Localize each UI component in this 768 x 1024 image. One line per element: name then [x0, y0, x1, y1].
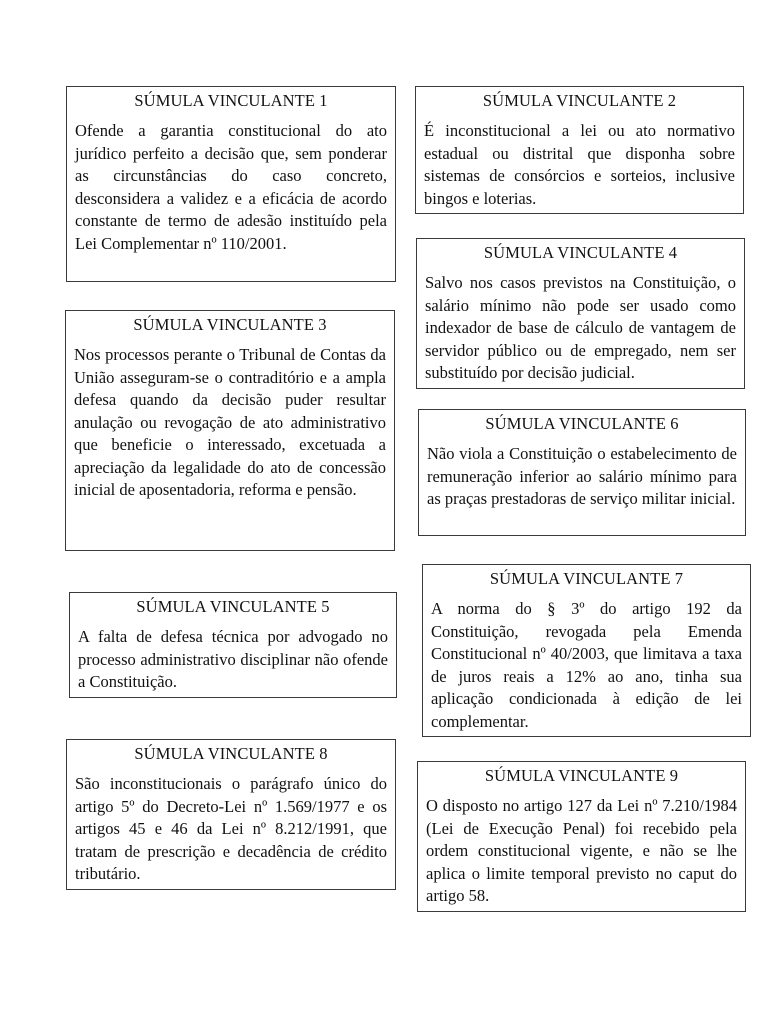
sumula-text-3: Nos processos perante o Tribunal de Contas da União asseguram-se o contraditório e a ampla defesa quando da decisão puder resultar anulação ou revogação de ato administrativo que beneficie o interessado, excetuada a apreciação da legalidade do ato de concessão inicial de aposentadoria, reforma e pensão. — [74, 345, 386, 499]
sumula-title-9: SÚMULA VINCULANTE 9 — [484, 766, 679, 785]
sumula-card-6 — [418, 409, 746, 536]
sumula-text-2: É inconstitucional a lei ou ato normativo estadual ou distrital que disponha sobre sistemas de consórcios e sorteios, inclusive bingos e loterias. — [424, 121, 735, 208]
sumula-title-6: SÚMULA VINCULANTE 6 — [485, 414, 679, 433]
sumula-text-6: Não viola a Constituição o estabelecimento de remuneração inferior ao salário mínimo para as praças prestadoras de serviço militar inicial. — [427, 444, 737, 508]
sumula-text-5: A falta de defesa técnica por advogado no processo administrativo disciplinar não ofende a Constituição. — [78, 627, 388, 691]
sumula-card-5 — [69, 592, 397, 698]
sumula-card-1 — [66, 86, 396, 282]
sumula-card-7 — [422, 564, 751, 737]
sumula-title-1: SÚMULA VINCULANTE 1 — [134, 91, 328, 110]
sumula-title-8: SÚMULA VINCULANTE 8 — [134, 744, 328, 763]
sumula-text-9: O disposto no artigo 127 da Lei nº 7.210/1984 (Lei de Execução Penal) foi recebido pela ordem constitucional vigente, e não se lhe aplica o limite temporal previsto no caput do artigo 58. — [426, 796, 737, 905]
sumula-card-9 — [417, 761, 746, 912]
sumula-title-2: SÚMULA VINCULANTE 2 — [482, 91, 677, 110]
sumula-title-4: SÚMULA VINCULANTE 4 — [483, 243, 678, 262]
sumula-text-7: A norma do § 3º do artigo 192 da Constituição, revogada pela Emenda Constitucional nº 40/2003, que limitava a taxa de juros reais a 12% ao ano, tinha sua aplicação condicionada à edição de lei complementar. — [431, 599, 742, 731]
sumula-text-8: São inconstitucionais o parágrafo único do artigo 5º do Decreto-Lei nº 1.569/1977 e os artigos 45 e 46 da Lei nº 8.212/1991, que tratam de prescrição e decadência de crédito tributário. — [75, 774, 387, 883]
sumula-card-3 — [65, 310, 395, 551]
sumula-card-4 — [416, 238, 745, 389]
sumula-title-5: SÚMULA VINCULANTE 5 — [136, 597, 330, 616]
sumula-card-2 — [415, 86, 744, 214]
sumula-text-1: Ofende a garantia constitucional do ato jurídico perfeito a decisão que, sem ponderar as circunstâncias do caso concreto, desconsidera a validez e a eficácia de acordo constante de termo de adesão instituído pela Lei Complementar nº 110/2001. — [75, 121, 387, 253]
sumula-title-3: SÚMULA VINCULANTE 3 — [133, 315, 327, 334]
sumula-text-4: Salvo nos casos previstos na Constituição, o salário mínimo não pode ser usado como indexador de base de cálculo de vantagem de servidor público ou de empregado, nem ser substituído por decisão judicial. — [425, 273, 736, 382]
sumula-card-8 — [66, 739, 396, 890]
sumula-title-7: SÚMULA VINCULANTE 7 — [489, 569, 684, 588]
